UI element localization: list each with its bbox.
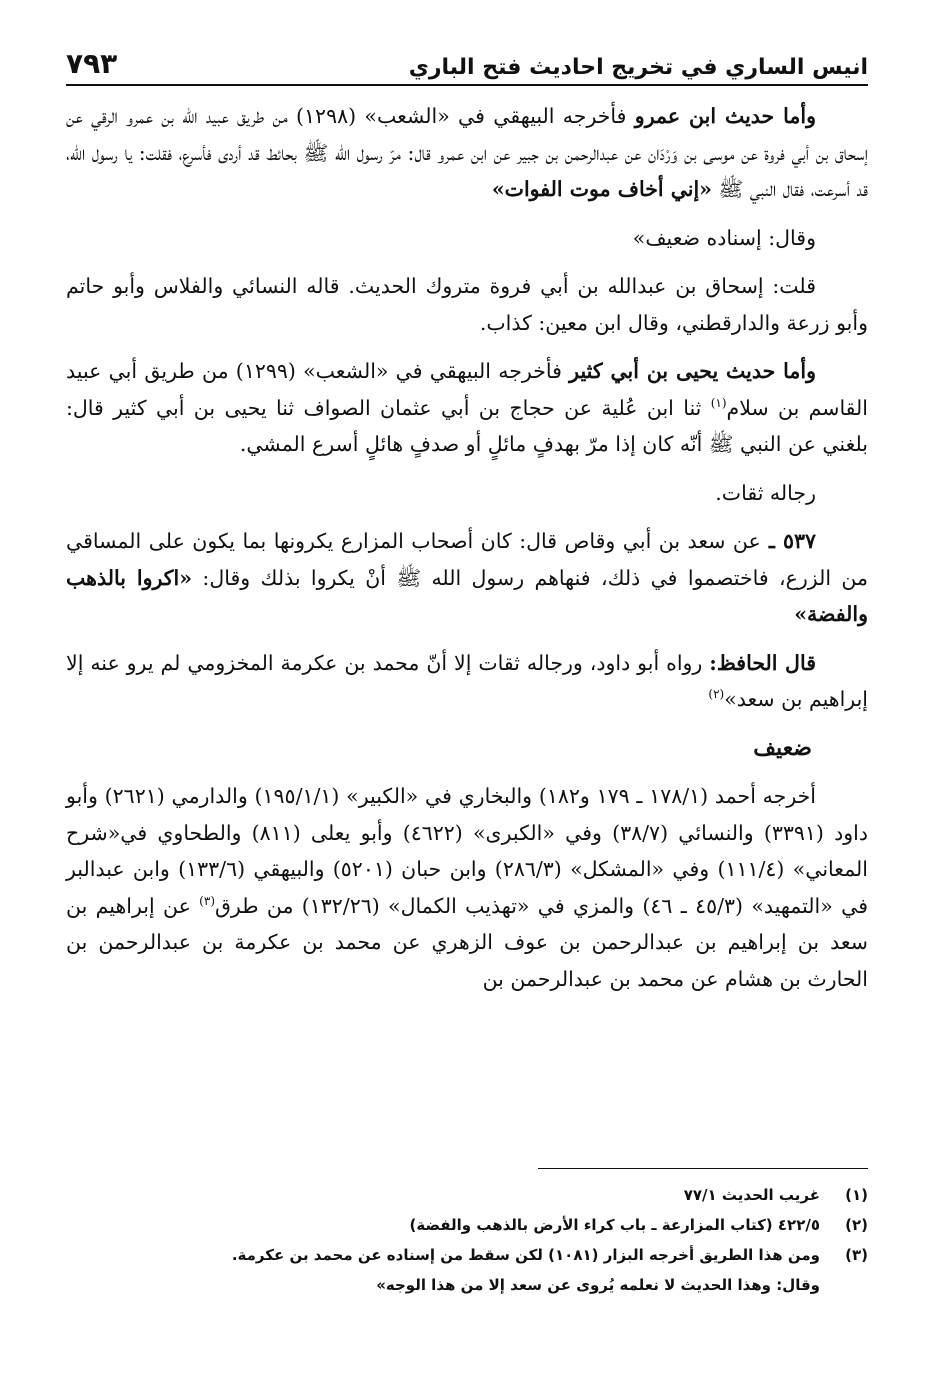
header-rule: [66, 84, 868, 86]
footnote-number: (٢): [845, 1216, 868, 1234]
paragraph-lead: وأما حديث ابن عمرو: [634, 104, 816, 128]
footnote-3-continued: [66, 1270, 868, 1300]
footnote-number: (٣): [845, 1246, 868, 1264]
footnote-number: (١): [845, 1186, 868, 1204]
footnote-text: ٤٢٢/٥ (كتاب المزارعة ـ باب كراء الأرض بالذهب والفضة): [409, 1216, 820, 1234]
paragraph-ibn-amr: [66, 98, 868, 208]
footnote-2: [66, 1210, 868, 1240]
page-number: ٧٩٣: [66, 47, 118, 80]
paragraph-hafiz: [66, 645, 868, 718]
paragraph-text: ثنا ابن عُلية عن حجاج بن أبي عثمان الصواف ثنا يحيى بن أبي كثير قال: بلغني عن النبي ﷺ أنّه كان إذا مرّ بهدفٍ مائلٍ أو صدفٍ هائلٍ أسرع المشي.: [66, 395, 868, 456]
paragraph-lead: قال الحافظ:: [709, 650, 816, 675]
paragraph-ishaq: قلت: إسحاق بن عبدالله بن أبي فروة متروك الحديث. قاله النسائي والفلاس وأبو حاتم وأبو زرعة والدارقطني، وقال ابن معين: كذاب.: [66, 274, 868, 335]
footnote-text: غريب الحديث ٧٧/١: [683, 1186, 820, 1204]
footnote-ref[interactable]: (٢): [708, 687, 725, 702]
footnote-separator: [538, 1168, 868, 1169]
hadith-text: عن سعد بن أبي وقاص قال: كان أصحاب المزارع يكرونها بما يكون على المساقي من الزرع، فاختصموا في ذلك، فنهاهم رسول الله ﷺ أنْ يكروا بذلك وقال:: [66, 529, 868, 590]
footnote-text: وقال: وهذا الحديث لا نعلمه يُروى عن سعد إلا من هذا الوجه»: [376, 1276, 820, 1294]
footnote-3: [66, 1240, 868, 1270]
footnote-text: ومن هذا الطريق أخرجه البزار (١٠٨١) لكن سقط من إسناده عن محمد بن عكرمة.: [231, 1246, 820, 1264]
hadith-537: [66, 523, 868, 633]
grading-heading: ضعيف: [753, 734, 812, 761]
paragraph-text: أخرجه أحمد (١٧٨/١ ـ ١٧٩ و١٨٢) والبخاري في «الكبير» (١٩٥/١/١) والدارمي (٢٦٢١) وأبو داود (٣٣٩١) والنسائي (٣٨/٧) وفي «الكبرى» (٤٦٢٢) وأبو يعلى (٨١١) والطحاوي في«شرح المعاني» (١١١/٤) وفي «المشكل» (٢٨٦/٣) وابن حبان (٥٢٠١) والبيهقي (١٣٣/٦) وابن عبدالبر في «التمهيد» (٤٥/٣ ـ ٤٦) والمزي في «تهذيب الكمال» (١٣٢/٢٦) من طرق: [66, 784, 869, 918]
footnote-ref[interactable]: (٣): [199, 893, 215, 908]
paragraph-text: رواه أبو داود، ورجاله ثقات إلا أنّ محمد بن عكرمة المخزومي لم يرو عنه إلا إبراهيم بن سعد»: [66, 650, 868, 711]
paragraph-lead: وأما حديث يحيى بن أبي كثير: [569, 359, 816, 383]
footnote-1: [66, 1180, 868, 1210]
main-text: [66, 98, 868, 1009]
footnote-ref[interactable]: (١): [710, 395, 727, 410]
paragraph-text: عن إبراهيم بن سعد بن إبراهيم بن عبدالرحمن بن عوف الزهري عن محمد بن عكرمة بن عبدالرحمن بن الحارث بن هشام عن محمد بن عبدالرحمن بن: [66, 893, 868, 991]
paragraph-text: فأخرجه البيهقي في «الشعب» (١٢٩٩) من طريق أبي عبيد القاسم بن سلام: [66, 359, 868, 420]
page-header: [66, 34, 868, 80]
hadith-quote: «إني أخاف موت الفوات»: [491, 177, 712, 201]
paragraph-takhrij: [66, 778, 868, 997]
hadith-quote: «اكروا بالذهب والفضة»: [66, 565, 868, 626]
paragraph-narrators-trustworthy: رجاله ثقات.: [715, 480, 816, 505]
running-title: انيس الساري في تخريج احاديث فتح الباري: [408, 55, 868, 80]
paragraph-text: فأخرجه البيهقي في «الشعب» (١٢٩٨) من طريق عبيد الله بن عمرو الرقي عن إسحاق بن أبي فروة عن موسى بن وَرْدَان عن عبدالرحمن بن جبير عن ابن عمرو قال: مرّ رسول الله ﷺ بحائط قد أردى فأسرع، فقلت: يا رسول الله، قد أسرعت، فقال النبي ﷺ: [66, 104, 868, 201]
hadith-number: ٥٣٧ ـ: [760, 529, 816, 553]
paragraph-yahya: [66, 353, 868, 463]
paragraph-isnad-weak: وقال: إسناده ضعيف»: [632, 225, 816, 250]
footnotes: [66, 1180, 868, 1300]
